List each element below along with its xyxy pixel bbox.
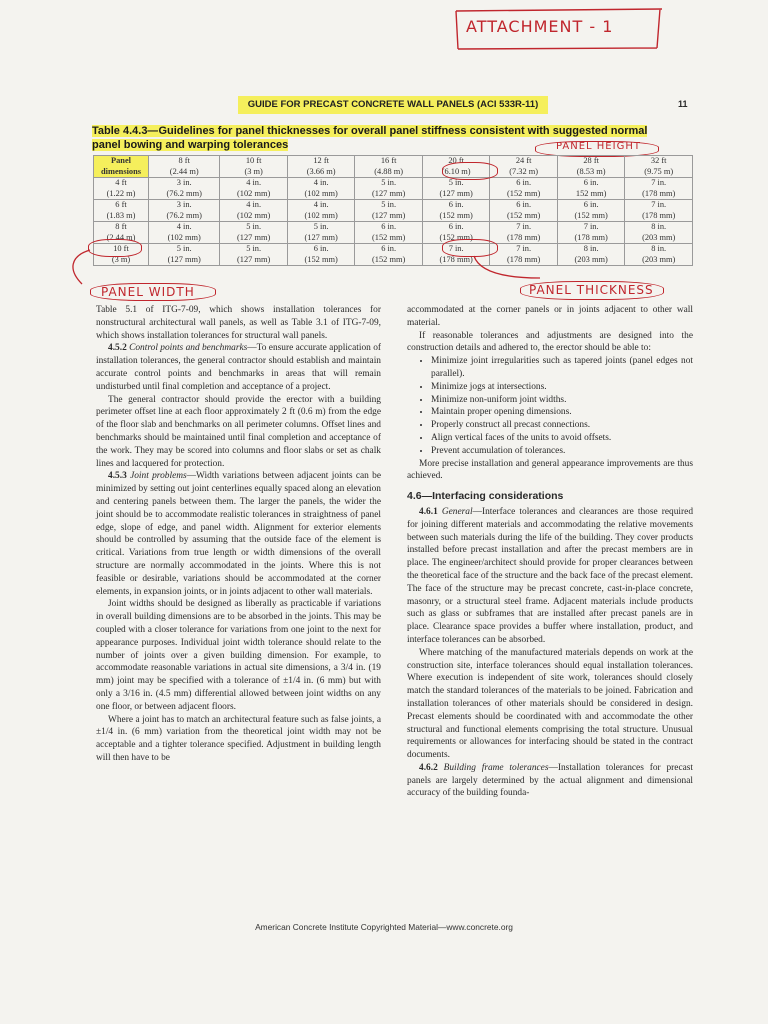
paragraph: Table 5.1 of ITG-7-09, which shows installation tolerances for nonstructural architectural wall panels, as well as Table 3.1 of ITG-7-09, which shows installation tolerances for structural wall panels.: [96, 305, 381, 341]
cell-mm: (152 mm): [304, 254, 338, 264]
table-row: [94, 244, 693, 266]
section-4-5-3: [96, 470, 381, 598]
bullet-item: • Prevent accumulation of tolerances.: [431, 445, 693, 458]
paragraph: Where a joint has to match an architectural feature such as false joints, a ±1/4 in. (6 mm) variation from the theoretical joint width may not be acceptable and a tighter tolerance specified. Adjustment in building length will then have to be: [96, 714, 381, 763]
panel-thickness-table: [93, 155, 693, 266]
cell-mm: (178 mm): [507, 254, 541, 264]
cell-mm: (152 mm): [507, 210, 541, 220]
panel-width-arrow: [60, 248, 100, 288]
cell-mm: (76.2 mm): [166, 188, 202, 198]
cell-inches: 6 in.: [381, 222, 397, 231]
cell-inches: 4 in.: [246, 178, 262, 187]
column-header: [490, 156, 558, 178]
bullet-item: • Align vertical faces of the units to avoid offsets.: [431, 432, 693, 445]
section-4-6-1: [407, 506, 693, 647]
cell-mm: (127 mm): [439, 188, 473, 198]
cell-inches: 6 in.: [516, 200, 532, 209]
column-header: [557, 156, 625, 178]
panel-thickness-annotation: [520, 281, 664, 300]
cell-mm: (152 mm): [574, 210, 608, 220]
cell-mm: (152 mm): [372, 254, 406, 264]
cell-inches: 5 in.: [246, 244, 262, 253]
row-header: [94, 200, 149, 222]
section-title: Building frame tolerances: [443, 762, 549, 773]
bullet-item: • Minimize jogs at intersections.: [431, 381, 693, 394]
table-cell: [149, 178, 220, 200]
cell-inches: 6 in.: [583, 200, 599, 209]
cell-inches: 6 in.: [516, 178, 532, 187]
cell-inches: 6 in.: [448, 200, 464, 209]
column-metric: (3 m): [244, 166, 263, 176]
erector-bullet-list: [407, 355, 693, 457]
table-cell: [220, 200, 288, 222]
table-cell: [355, 244, 423, 266]
table-cell: [422, 178, 490, 200]
section-4-5-2: [96, 342, 381, 393]
table-cell: [287, 178, 355, 200]
cell-mm: (203 mm): [642, 232, 676, 242]
row-header: [94, 178, 149, 200]
table-cell: [149, 200, 220, 222]
cell-inches: 7 in.: [651, 178, 667, 187]
cell-inches: 7 in.: [651, 200, 667, 209]
cell-mm: (178 mm): [642, 210, 676, 220]
attachment-stamp: [452, 3, 666, 53]
section-number: 4.6.1: [419, 506, 438, 517]
table-row: [94, 200, 693, 222]
cell-inches: 6 in.: [381, 244, 397, 253]
cell-mm: (152 mm): [439, 232, 473, 242]
cell-inches: 3 in.: [176, 178, 192, 187]
cell-inches: 8 in.: [583, 244, 599, 253]
column-ft: 8 ft: [178, 156, 190, 165]
table-cell: [490, 178, 558, 200]
panel-width-label: PANEL WIDTH: [101, 285, 195, 299]
right-column: [407, 304, 693, 800]
cell-inches: 5 in.: [448, 178, 464, 187]
column-metric: (2.44 m): [169, 166, 199, 176]
row-metric: (3 m): [111, 254, 131, 264]
cell-mm: (127 mm): [237, 232, 271, 242]
table-cell: [557, 222, 625, 244]
cell-inches: 5 in.: [381, 178, 397, 187]
table-cell: [355, 178, 423, 200]
cell-inches: 6 in.: [448, 222, 464, 231]
cell-inches: 6 in.: [583, 178, 599, 187]
cell-mm: (152 mm): [372, 232, 406, 242]
cell-mm: (102 mm): [304, 210, 338, 220]
cell-mm: (178 mm): [574, 232, 608, 242]
section-title: Joint problems: [130, 471, 187, 482]
cell-mm: 152 mm): [575, 188, 607, 198]
table-cell: [490, 200, 558, 222]
column-metric: (3.66 m): [306, 166, 336, 176]
column-ft: 24 ft: [515, 156, 532, 165]
section-text: —To ensure accurate application of installation tolerances, the general contractor should establish and maintain accurate control points and benchmarks in areas that will remain undisturbed until final completion and acceptance of a project.: [96, 343, 382, 392]
row-ft: 10 ft: [113, 244, 129, 253]
paragraph: If reasonable tolerances and adjustments are designed into the construction details and adhered to, the erector should be able to:: [407, 330, 693, 354]
cell-inches: 7 in.: [448, 244, 464, 253]
section-4-6-2: [407, 762, 693, 800]
column-metric: (9.75 m): [644, 166, 674, 176]
cell-inches: 6 in.: [313, 244, 329, 253]
table-cell: [557, 244, 625, 266]
table-cell: [557, 178, 625, 200]
section-heading-4-6: 4.6—Interfacing considerations: [407, 490, 564, 503]
column-ft: 16 ft: [380, 156, 397, 165]
paragraph: Joint widths should be designed as liberally as practicable if variations in overall building dimensions are to be absorbed in the joints. This may be coupled with a closer tolerance for variations from one joint to the next for appearance purposes. Individual joint width tolerance should relate to the number of joints over a given building dimension. For example, to accommodate reasonable variations in actual site dimensions, a 3/4 in. (19 mm) joint may be specified with a tolerance of ±1/4 in. (6 mm) but with only a 3/16 in. (4.5 mm) differential allowed between joint widths on any one floor, or between adjacent floors.: [96, 599, 381, 712]
column-metric: (4.88 m): [374, 166, 404, 176]
table-cell: [625, 178, 693, 200]
section-number: 4.5.3: [108, 471, 127, 482]
column-ft: 20 ft: [448, 156, 464, 165]
panel-thickness-arrow: [470, 254, 550, 284]
cell-mm: (178 mm): [642, 188, 676, 198]
cell-mm: (203 mm): [574, 254, 608, 264]
cell-mm: (178 mm): [507, 232, 541, 242]
cell-mm: (203 mm): [642, 254, 676, 264]
section-text: —Width variations between adjacent joints can be minimized by setting out joint centerlines equally spaced along an elevation and centering panels between them. The larger the panels, the wider the joint should be to accommodate realistic tolerances in straightness of panel edge, slope of edge, and panel width. Alignment for exterior elements should be controlled by assuming that the outside face of the element is critical. Variations from true length or width dimensions of the overall structure are normally accommodated in the joints. Where this is not feasible or desirable, variations should be accommodated at the corner elements, in expansion joints, or in joints adjacent to other wall materials.: [96, 471, 382, 597]
row-metric: (2.44 m): [106, 232, 136, 242]
cell-mm: (127 mm): [372, 188, 406, 198]
column-metric: (8.53 m): [576, 166, 606, 176]
row-ft: 4 ft: [115, 178, 127, 187]
page-number: 11: [678, 99, 688, 109]
column-ft: 28 ft: [583, 156, 599, 165]
cell-mm: (127 mm): [304, 232, 338, 242]
cell-inches: 4 in.: [176, 222, 192, 231]
section-title: Control points and benchmarks: [129, 343, 248, 354]
cell-mm: (152 mm): [439, 210, 473, 220]
cell-inches: 5 in.: [381, 200, 397, 209]
cell-mm: (102 mm): [167, 232, 201, 242]
paragraph: accommodated at the corner panels or in joints adjacent to other wall material.: [407, 305, 693, 328]
paragraph: More precise installation and general appearance improvements are thus achieved.: [407, 458, 693, 482]
cell-inches: 5 in.: [246, 222, 262, 231]
table-title-text: Guidelines for panel thicknesses for overall panel stiffness consistent with suggested normal panel bowing and warping tolerances: [92, 125, 648, 151]
section-number: 4.5.2: [108, 343, 127, 354]
row-ft: 6 ft: [115, 200, 127, 209]
table-cell: [287, 200, 355, 222]
bullet-item: • Maintain proper opening dimensions.: [431, 406, 693, 419]
table-cell: [625, 222, 693, 244]
cell-inches: 3 in.: [176, 200, 192, 209]
table-cell: [490, 222, 558, 244]
bullet-item: • Minimize non-uniform joint widths.: [431, 394, 693, 407]
page-footer: American Concrete Institute Copyrighted Material—www.concrete.org: [255, 922, 513, 932]
column-ft: 10 ft: [245, 156, 262, 165]
cell-inches: 7 in.: [516, 244, 532, 253]
table-cell: [625, 200, 693, 222]
cell-inches: 4 in.: [313, 178, 329, 187]
table-cell: [625, 244, 693, 266]
cell-mm: (127 mm): [372, 210, 406, 220]
column-header: [220, 156, 288, 178]
table-cell: [422, 200, 490, 222]
cell-inches: 8 in.: [651, 244, 667, 253]
cell-mm: (102 mm): [237, 210, 271, 220]
column-metric: (7.32 m): [509, 166, 539, 176]
table-header-row: [94, 156, 693, 178]
cell-inches: 4 in.: [246, 200, 262, 209]
column-header: [287, 156, 355, 178]
row-metric: (1.22 m): [106, 188, 136, 198]
table-title-prefix: Table 4.4.3—: [92, 125, 159, 137]
cell-mm: (102 mm): [237, 188, 271, 198]
table-cell: [149, 222, 220, 244]
table-cell: [149, 244, 220, 266]
cell-mm: (127 mm): [167, 254, 201, 264]
table-row: [94, 178, 693, 200]
table-cell: [220, 222, 288, 244]
cell-inches: 4 in.: [313, 200, 329, 209]
panel-thickness-label: PANEL THICKNESS: [529, 283, 654, 297]
table-row: [94, 222, 693, 244]
cell-inches: 8 in.: [651, 222, 667, 231]
running-header: GUIDE FOR PRECAST CONCRETE WALL PANELS (ACI 533R-11): [238, 96, 548, 114]
attachment-label: ATTACHMENT - 1: [466, 17, 614, 36]
cell-inches: 5 in.: [313, 222, 329, 231]
table-cell: [220, 178, 288, 200]
column-ft: 32 ft: [650, 156, 667, 165]
table-cell: [355, 222, 423, 244]
height-20ft-circle: [442, 162, 498, 180]
cell-mm: (102 mm): [304, 188, 338, 198]
cell-inches: 5 in.: [176, 244, 192, 253]
cell-mm: (76.2 mm): [166, 210, 202, 220]
row-metric: (1.83 m): [106, 210, 136, 220]
section-number: 4.6.2: [419, 762, 438, 773]
panel-height-label: PANEL HEIGHT: [556, 141, 641, 152]
cell-mm: (178 mm): [439, 254, 473, 264]
bullet-item: • Minimize joint irregularities such as tapered joints (panel edges not parallel).: [431, 355, 693, 381]
section-text: —Installation tolerances for precast panels are largely determined by the actual alignment and dimensional accuracy of the building founda-: [407, 762, 694, 799]
column-header: [149, 156, 220, 178]
bullet-item: • Properly construct all precast connections.: [431, 419, 693, 432]
paragraph: The general contractor should provide the erector with a building perimeter offset line at each floor approximately 2 ft (0.6 m) from the edge of the floor slab and benchmarks on all perimeter columns. Offset lines and benchmarks should be maintained until final completion and acceptance of the work. They may be scored into columns and floor slabs or set as chalk lines and lacquered for protection.: [96, 394, 381, 469]
cell-mm: (127 mm): [237, 254, 271, 264]
column-metric: (6.10 m): [441, 166, 471, 176]
column-header: [625, 156, 693, 178]
cell-inches: 7 in.: [516, 222, 532, 231]
section-text: —Interface tolerances and clearances are those required for joining different materials and accommodating the relative movements between such materials during the life of the building. They cover products installed before precast installation and after the precast members are in place. The engineer/architect should provide for proper clearances between the theoretical face of the structure and the back face of the precast element. The face of the structure may be precast concrete, cast-in-place concrete, masonry, or a structural steel frame. Adjacent materials include products such as glass or subframes that are installed after precast panels are in place. Clearance space provides a buffer where installation, product, and interface tolerances can be absorbed.: [407, 506, 694, 645]
left-column: [96, 304, 381, 765]
cell-inches: 7 in.: [583, 222, 599, 231]
paragraph: Where matching of the manufactured materials depends on work at the construction site, interface tolerances should equal installation tolerances. Where execution is independent of site work, tolerances should closely match the standard tolerances of the materials to be joined. Fabrication and installation tolerances of other materials should be considered in design. Precast elements should be coordinated with and accommodate the other structural and functional elements comprising the total structure. Unusual requirements or allowances for interfacing should be stated in the contract documents.: [407, 647, 693, 761]
cell-mm: (152 mm): [507, 188, 541, 198]
table-cell: [557, 200, 625, 222]
row-ft: 8 ft: [115, 222, 127, 231]
table-cell: [355, 200, 423, 222]
section-title: General: [441, 506, 473, 517]
table-cell: [287, 244, 355, 266]
column-ft: 12 ft: [313, 156, 329, 165]
panel-width-annotation: [90, 283, 216, 301]
table-corner-cell: Panel dimensions: [94, 156, 149, 178]
table-cell: [220, 244, 288, 266]
column-header: [355, 156, 423, 178]
table-cell: [287, 222, 355, 244]
